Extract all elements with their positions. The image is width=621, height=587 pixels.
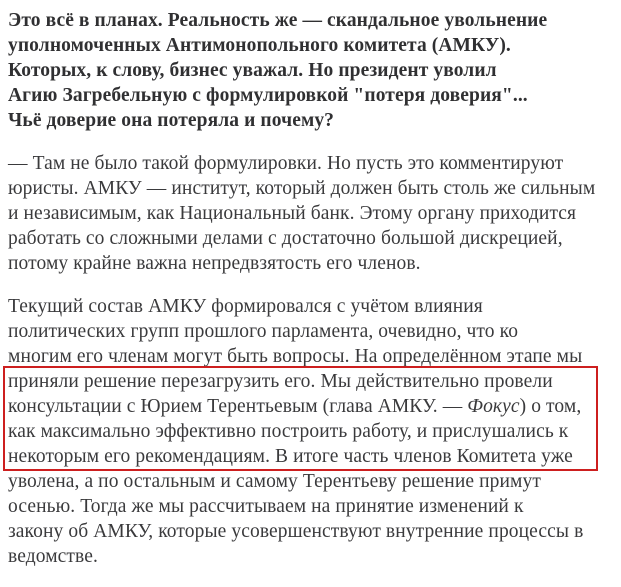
italicized-publication-name: Фокус: [467, 396, 520, 417]
answer-paragraph-1: — Там не было такой формулировки. Но пусть это комментируют юристы. АМКУ — институт, который должен быть столь же сильным и независимым, как Национальный банк. Этому органу приходится работать со сложными делами с достаточно большой дискрецией, потому крайне важна непредвзятость его членов.: [8, 153, 596, 274]
interviewer-question: Это всё в планах. Реальность же — скандальное увольнение уполномоченных Антимонопольного комитета (АМКУ). Которых, к слову, бизнес уважал. Но президент уволил Агию Загребельную с формулировкой "потеря доверия"... Чьё доверие она потеряла и почему?: [8, 10, 548, 131]
interview-article: [8, 8, 613, 587]
answer-paragraph-2: Текущий состав АМКУ формировался с учётом влияния политических групп прошлого парламента, очевидно, что ко многим его членам могут быть вопросы. На определённом этапе мы приняли решение перезагрузить его. Мы действительно провели консультации с Юрием Терентьевым (глава АМКУ. — Фокус) о том, как максимально эффективно построить работу, и прислушались к некоторым его рекомендациям. В итоге часть членов Комитета уже уволена, а по остальным и самому Терентьеву решение примут осенью. Тогда же мы рассчитываем на принятие изменений к закону об АМКУ, которые усовершенствуют внутренние процессы в ведомстве.: [8, 296, 584, 567]
